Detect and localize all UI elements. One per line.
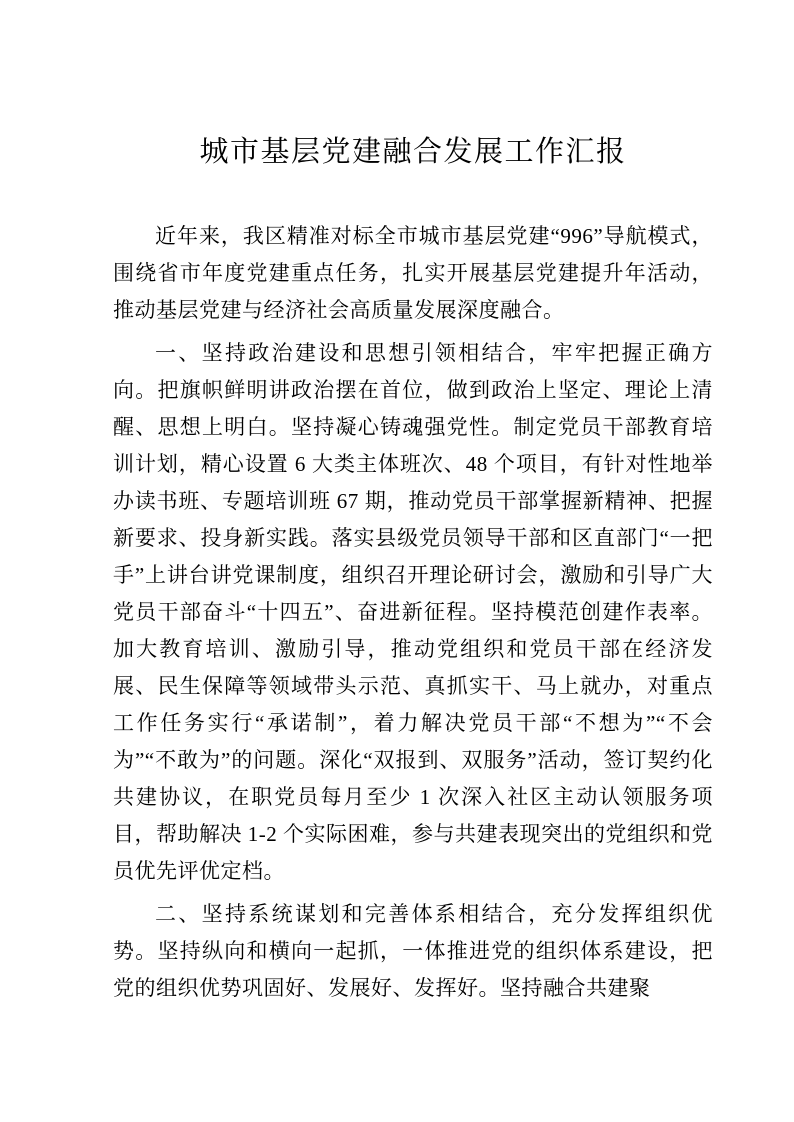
document-body: [113, 218, 713, 1007]
document-title: 城市基层党建融合发展工作汇报: [199, 136, 627, 168]
paragraph: 近年来，我区精准对标全市城市基层党建“996”导航模式，围绕省市年度党建重点任务，扎实开展基层党建提升年活动，推动基层党建与经济社会高质量发展深度融合。: [113, 224, 713, 322]
paragraph: 一、坚持政治建设和思想引领相结合，牢牢把握正确方向。把旗帜鲜明讲政治摆在首位，做到政治上坚定、理论上清醒、思想上明白。坚持凝心铸魂强党性。制定党员干部教育培训计划，精心设置 6 大类主体班次、48 个项目，有针对性地举办读书班、专题培训班 67 期，推动党员干部掌握新精神、把握新要求、投身新实践。落实县级党员领导干部和区直部门“一把手”上讲台讲党课制度，组织召开理论研讨会，激励和引导广大党员干部奋斗“十四五”、奋进新征程。坚持模范创建作表率。加大教育培训、激励引导，推动党组织和党员干部在经济发展、民生保障等领域带头示范、真抓实干、马上就办，对重点工作任务实行“承诺制”，着力解决党员干部“不想为”“不会为”“不敢为”的问题。深化“双报到、双服务”活动，签订契约化共建协议，在职党员每月至少 1 次深入社区主动认领服务项目，帮助解决 1-2 个实际困难，参与共建表现突出的党组织和党员优先评优定档。: [113, 341, 713, 883]
document-content: [113, 131, 713, 1013]
paragraph: 二、坚持系统谋划和完善体系相结合，充分发挥组织优势。坚持纵向和横向一起抓，一体推进党的组织体系建设，把党的组织优势巩固好、发展好、发挥好。坚持融合共建聚: [113, 902, 713, 1000]
